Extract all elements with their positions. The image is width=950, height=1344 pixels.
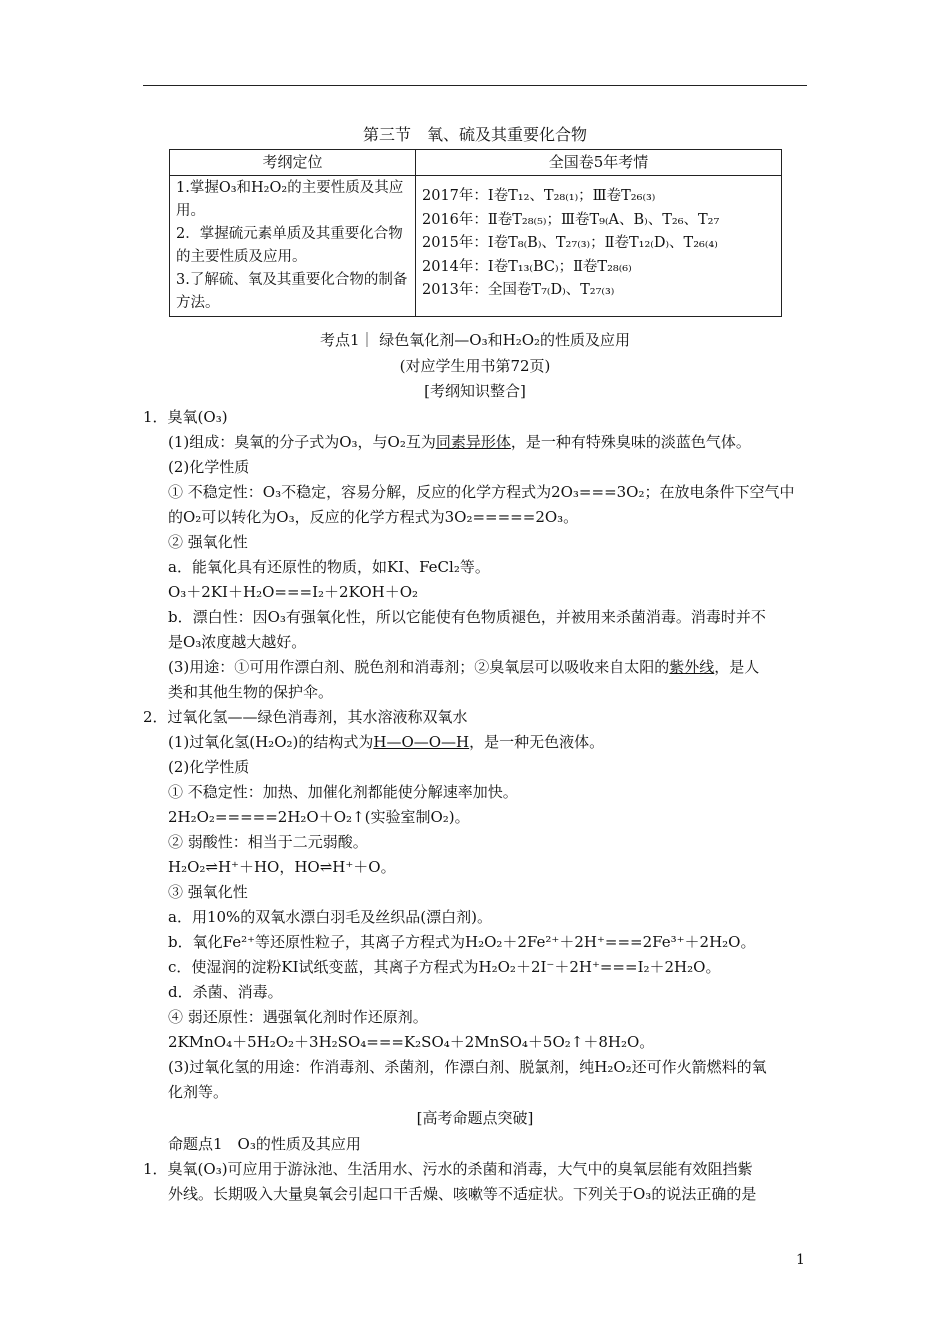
h2o2-heading: 2．过氧化氢——绿色消毒剂，其水溶液称双氧水 (143, 708, 468, 726)
h2o2-acid-heading: ② 弱酸性：相当于二元弱酸。 (168, 833, 368, 851)
knowledge-header: [考纲知识整合] (424, 382, 526, 400)
h2o2-instability: ① 不稳定性：加热、加催化剂都能使分解速率加快。 (168, 783, 518, 801)
ozone-oxidizing-heading: ② 强氧化性 (168, 533, 248, 551)
goal-item: 2．掌握硫元素单质及其重要化合物的主要性质及应用。 (176, 226, 403, 265)
exam-year-item: 2017年：Ⅰ卷T₁₂、T₂₈₍₁₎；Ⅲ卷T₂₆₍₃₎ (422, 188, 656, 204)
h2o2-oxid-heading: ③ 强氧化性 (168, 883, 248, 901)
ozone-use-2: 类和其他生物的保护伞。 (168, 683, 334, 701)
header-rule (143, 85, 807, 86)
h2o2-acid-eq: H₂O₂⇌H⁺＋HO，HO⇌H⁺＋O。 (168, 858, 396, 876)
h2o2-chem-heading: (2)化学性质 (168, 758, 250, 776)
col-header-exam: 全国卷5年考情 (416, 150, 782, 176)
text-span: ，是一种无色液体。 (469, 733, 605, 751)
question-1-line-2: 外线。长期吸入大量臭氧会引起口干舌燥、咳嗽等不适症状。下列关于O₃的说法正确的是 (168, 1185, 757, 1203)
exam-history-cell (416, 176, 782, 317)
ozone-chem-heading: (2)化学性质 (168, 458, 250, 476)
exam-year-item: 2015年：Ⅰ卷T₈₍B₎、T₂₇₍₃₎；Ⅱ卷T₁₂₍D₎、T₂₆₍₄₎ (422, 235, 718, 251)
text-span: ，是人 (714, 658, 760, 676)
underlined-term: H—O—O—H (373, 733, 470, 751)
h2o2-instability-eq: 2H₂O₂=====2H₂O＋O₂↑(实验室制O₂)。 (168, 808, 470, 826)
exam-point-title: 命题点1 O₃的性质及其应用 (168, 1135, 361, 1153)
ozone-bleach-2: 是O₃浓度越大越好。 (168, 633, 307, 651)
book-reference: (对应学生用书第72页) (399, 357, 551, 375)
h2o2-reduc-eq: 2KMnO₄＋5H₂O₂＋3H₂SO₄===K₂SO₄＋2MnSO₄＋5O₂↑＋8H₂O。 (168, 1033, 655, 1051)
underlined-term: 紫外线 (669, 658, 715, 676)
exam-header: [高考命题点突破] (416, 1109, 534, 1127)
h2o2-oxid-c: c．使湿润的淀粉KI试纸变蓝，其离子方程式为H₂O₂＋2I⁻＋2H⁺===I₂＋2H₂O。 (168, 958, 721, 976)
syllabus-goals-cell (170, 176, 416, 317)
text-span: ，是一种有特殊臭味的淡蓝色气体。 (510, 433, 751, 451)
ozone-use-1 (168, 656, 759, 677)
h2o2-use-1: (3)过氧化氢的用途：作消毒剂、杀菌剂，作漂白剂、脱氯剂，纯H₂O₂还可作火箭燃料的氧 (168, 1058, 767, 1076)
h2o2-structure (168, 731, 604, 752)
syllabus-table (169, 149, 782, 317)
kaodian-title: 考点1｜ 绿色氧化剂—O₃和H₂O₂的性质及应用 (319, 331, 631, 349)
question-1-line-1: 1．臭氧(O₃)可应用于游泳池、生活用水、污水的杀菌和消毒，大气中的臭氧层能有效阻挡紫 (143, 1160, 753, 1178)
ozone-instability-2: 的O₂可以转化为O₃，反应的化学方程式为3O₂=====2O₃。 (168, 508, 579, 526)
text-span: (1)组成：臭氧的分子式为O₃，与O₂互为 (168, 433, 436, 451)
exam-year-item: 2013年：全国卷T₇₍D₎、T₂₇₍₃₎ (422, 282, 615, 298)
col-header-syllabus: 考纲定位 (170, 150, 416, 176)
page-number: 1 (796, 1252, 805, 1268)
text-span: (1)过氧化氢(H₂O₂)的结构式为 (168, 733, 374, 751)
h2o2-oxid-a: a．用10%的双氧水漂白羽毛及丝织品(漂白剂)。 (168, 908, 492, 926)
ozone-oxidizing-a: a．能氧化具有还原性的物质，如KI、FeCl₂等。 (168, 558, 490, 576)
ozone-heading: 1．臭氧(O₃) (143, 408, 228, 426)
ozone-instability-1: ① 不稳定性：O₃不稳定，容易分解，反应的化学方程式为2O₃===3O₂；在放电条件下空气中 (168, 483, 795, 501)
h2o2-reduc-heading: ④ 弱还原性：遇强氧化剂时作还原剂。 (168, 1008, 428, 1026)
ozone-oxidizing-eq: O₃＋2KI＋H₂O===I₂＋2KOH＋O₂ (168, 583, 419, 601)
goal-item: 3.了解硫、氧及其重要化合物的制备方法。 (176, 272, 408, 311)
ozone-composition (168, 431, 751, 452)
h2o2-oxid-b: b．氧化Fe²⁺等还原性粒子，其离子方程式为H₂O₂＋2Fe²⁺＋2H⁺===2Fe³⁺＋2H₂O。 (168, 933, 756, 951)
section-title: 第三节 氧、硫及其重要化合物 (362, 125, 587, 144)
goal-item: 1.掌握O₃和H₂O₂的主要性质及其应用。 (176, 180, 404, 219)
h2o2-use-2: 化剂等。 (168, 1083, 229, 1101)
h2o2-oxid-d: d．杀菌、消毒。 (168, 983, 283, 1001)
exam-year-item: 2014年：Ⅰ卷T₁₃₍BC₎；Ⅱ卷T₂₈₍₆₎ (422, 258, 632, 275)
text-span: (3)用途：①可用作漂白剂、脱色剂和消毒剂；②臭氧层可以吸收来自太阳的 (168, 658, 670, 676)
exam-year-item: 2016年：Ⅱ卷T₂₈₍₅₎；Ⅲ卷T₉₍A、B₎、T₂₆、T₂₇ (422, 211, 720, 228)
underlined-term: 同素异形体 (435, 433, 511, 451)
ozone-bleach-1: b．漂白性：因O₃有强氧化性，所以它能使有色物质褪色，并被用来杀菌消毒。消毒时并不 (168, 608, 766, 626)
